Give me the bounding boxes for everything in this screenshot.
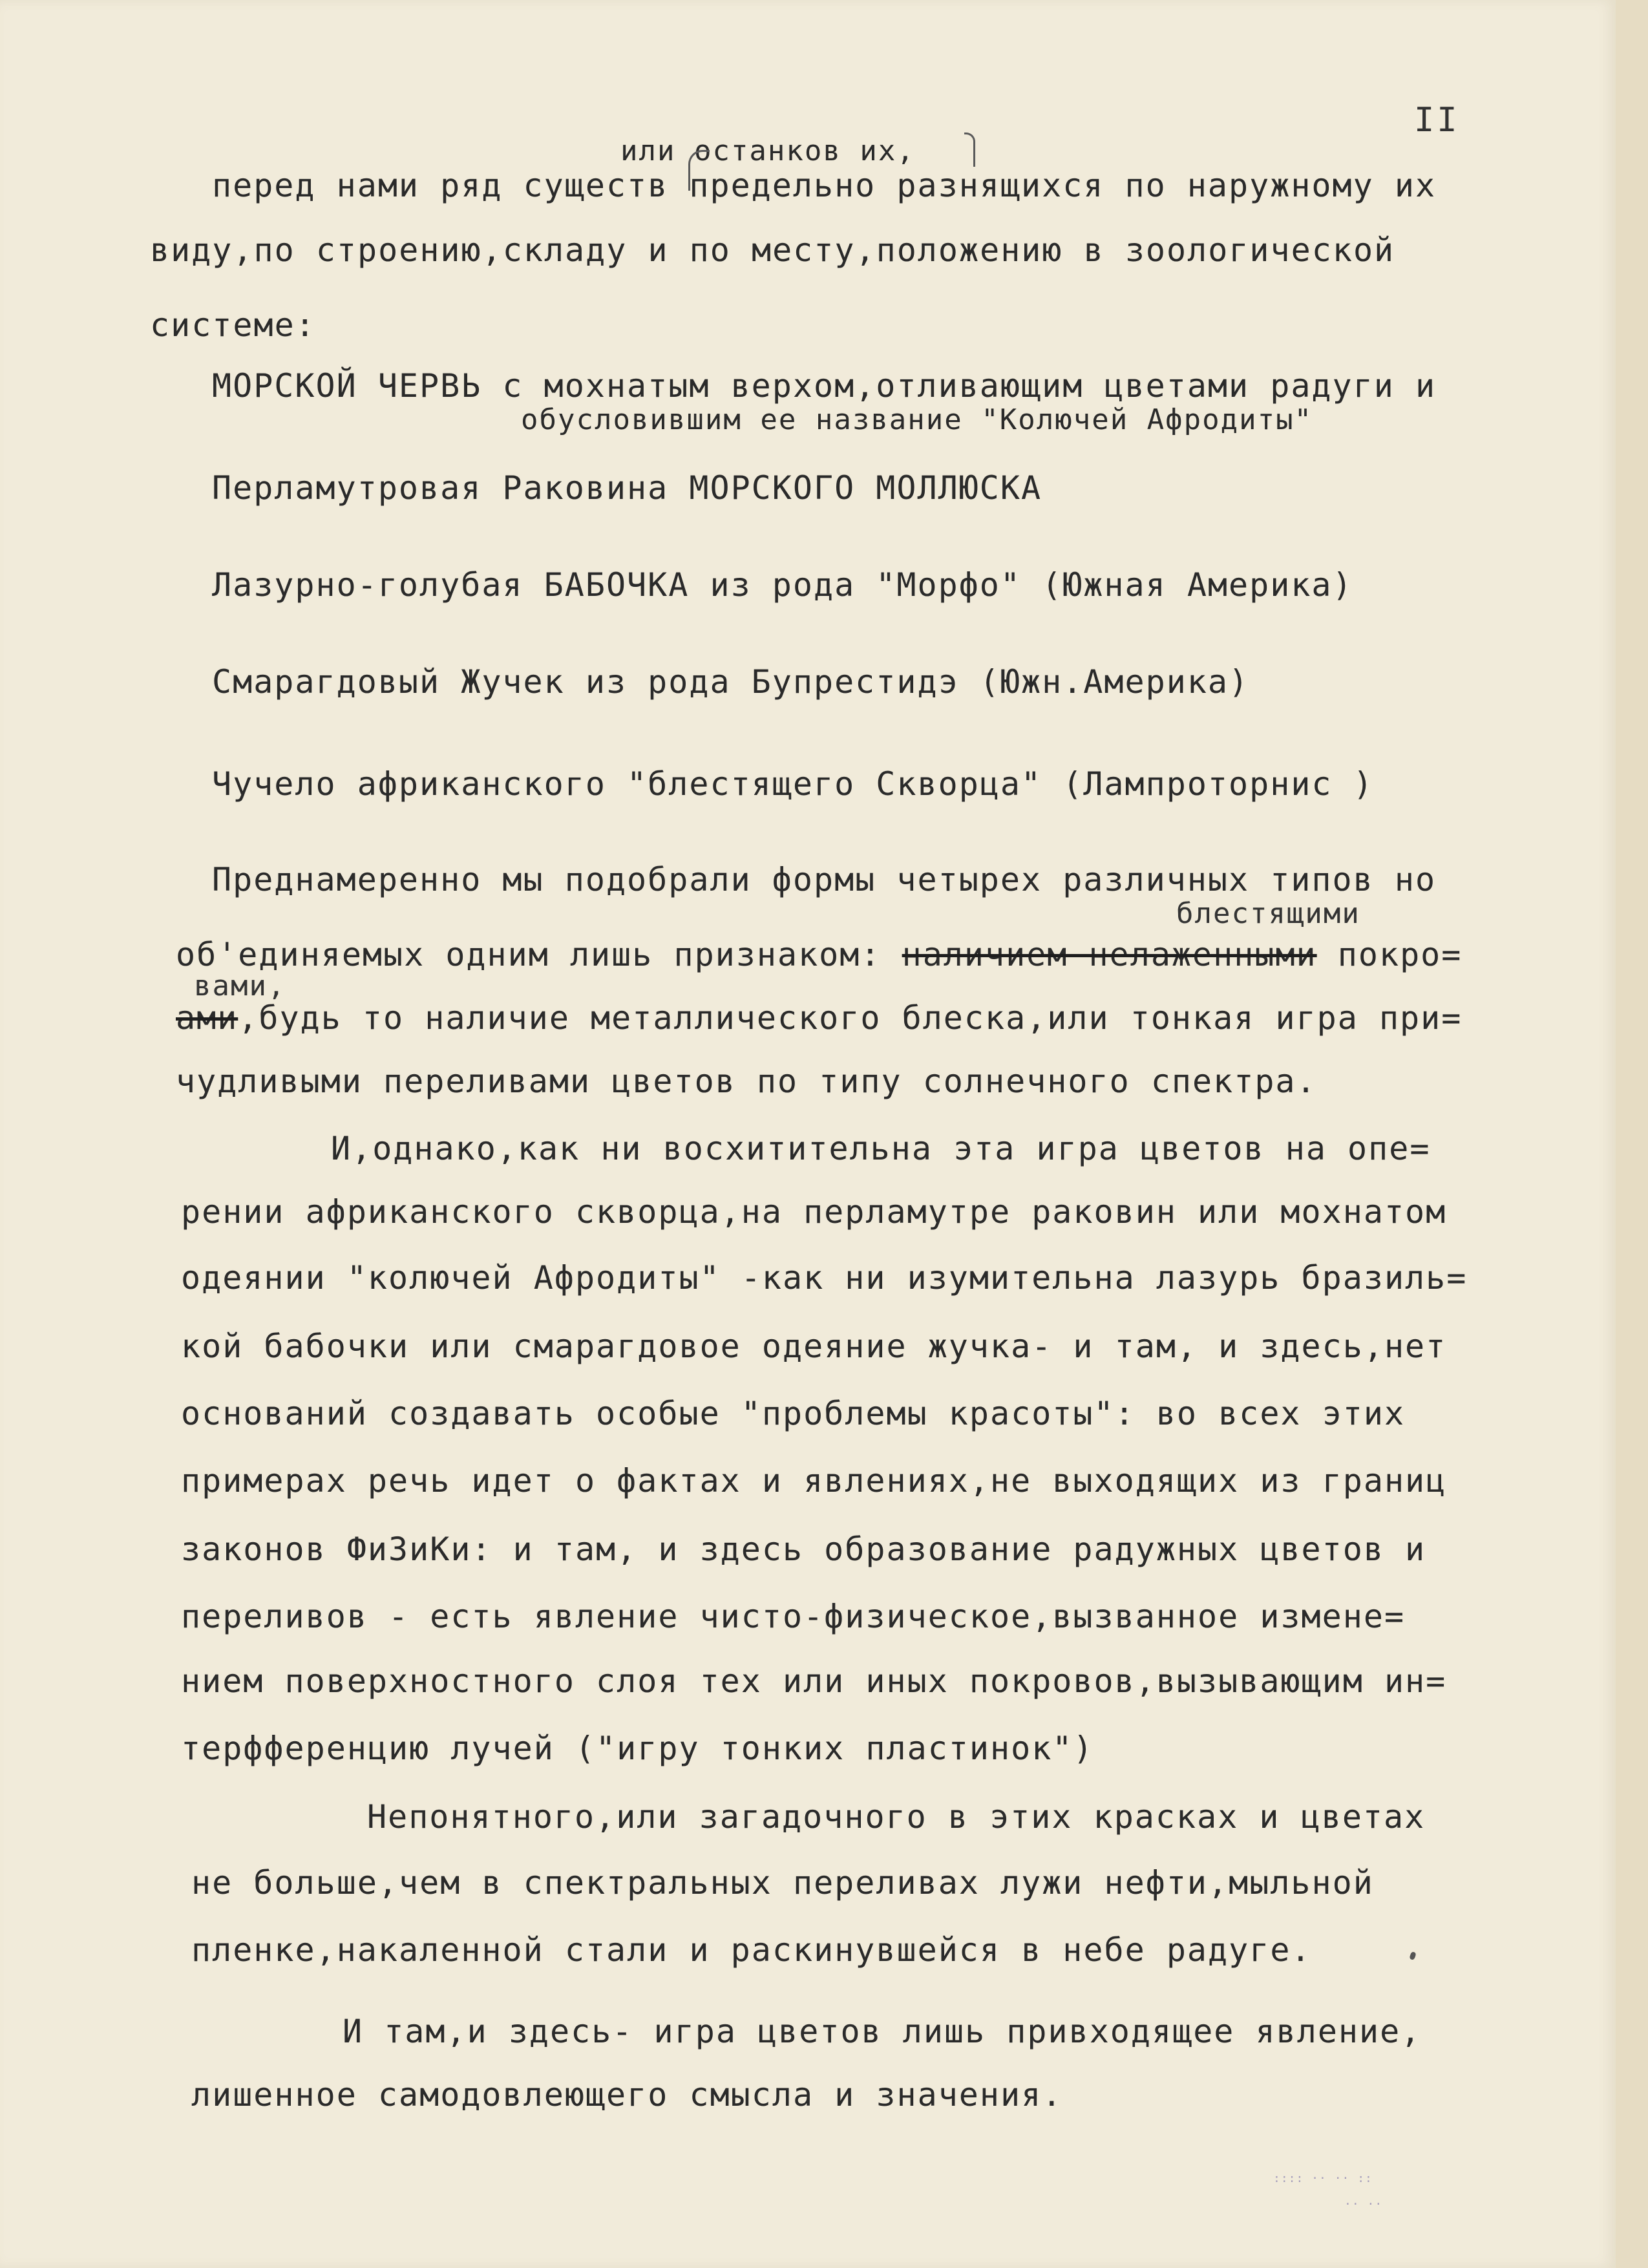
paragraph5-line1: И там,и здесь- игра цветов лишь привходящее явление,	[343, 2013, 1422, 2050]
page-edge	[1616, 0, 1648, 2268]
typed-insertion-blestyashchimi: блестящими	[1176, 897, 1360, 930]
paragraph3-line2: рении африканского скворца,на перламутре раковин или мохнатом	[181, 1193, 1447, 1231]
paragraph2-line2	[176, 938, 1462, 971]
list-item-1-line2: обусловившим ее название "Колючей Афродиты"	[521, 403, 1313, 436]
paragraph5-line2: лишенное самодовлеющего смысла и значения.	[191, 2076, 1063, 2114]
paragraph4-line3: пленке,накаленной стали и раскинувшейся в небе радуге.	[191, 1931, 1312, 1969]
list-item-5: Чучело африканского "блестящего Скворца" (Лампроторнис )	[212, 765, 1374, 803]
paragraph1-line2: виду,по строению,складу и по месту,положению в зоологической	[150, 231, 1395, 269]
paragraph3-line1: И,однако,как ни восхитительна эта игра цветов на опе=	[331, 1130, 1431, 1167]
paragraph1-line1: перед нами ряд существ предельно разнящихся по наружному их	[212, 167, 1437, 204]
paragraph2-line3	[176, 999, 1463, 1037]
paragraph3-line7: законов ФиЗиКи: и там, и здесь образование радужных цветов и	[181, 1531, 1426, 1568]
list-item-4: Смарагдовый Жучек из рода Бупрестидэ (Южн.Америка)	[212, 663, 1250, 701]
handwritten-insertion: или останков их,	[620, 134, 915, 167]
paragraph3-line3: одеянии "колючей Афродиты" -как ни изумительна лазурь бразиль=	[181, 1259, 1468, 1297]
archive-stamp-mark: :::: ·· ·· ::	[1273, 2172, 1373, 2185]
paragraph1-line3: системе:	[150, 306, 316, 344]
list-item-1-line1: МОРСКОЙ ЧЕРВЬ с мохнатым верхом,отливающим цветами радуги и	[212, 367, 1437, 405]
insertion-close-mark	[964, 132, 975, 167]
paragraph4-line1: Непонятного,или загадочного в этих красках и цветах	[367, 1798, 1426, 1836]
paragraph3-line8: переливов - есть явление чисто-физическое,вызванное измене=	[181, 1598, 1406, 1635]
paragraph2-line2-end: покро=	[1316, 936, 1463, 973]
paragraph3-line9: нием поверхностного слоя тех или иных покровов,вызывающим ин=	[181, 1662, 1447, 1700]
typed-insertion-vami: вами,	[194, 970, 286, 1002]
paragraph2-line2-start: об'единяемых одним лишь признаком:	[176, 936, 902, 973]
archive-stamp-mark-2: ·· ··	[1344, 2198, 1383, 2211]
paragraph3-line10: терфференцию лучей ("игру тонких пластинок")	[181, 1730, 1094, 1767]
paragraph2-line4: чудливыми переливами цветов по типу солнечного спектра.	[176, 1063, 1317, 1100]
paragraph4-line2: не больше,чем в спектральных переливах лужи нефти,мыльной	[191, 1864, 1374, 1902]
paragraph2-line1: Преднамеренно мы подобрали формы четырех различных типов но	[212, 861, 1437, 898]
paragraph3-line5: оснований создавать особые "проблемы красоты": во всех этих	[181, 1395, 1406, 1432]
paragraph3-line4: кой бабочки или смарагдовое одеяние жучка- и там, и здесь,нет	[181, 1328, 1447, 1365]
struck-through-text-2: ами	[176, 999, 238, 1037]
paragraph3-line6: примерах речь идет о фактах и явлениях,не выходящих из границ	[181, 1462, 1447, 1500]
list-item-2: Перламутровая Раковина МОРСКОГО МОЛЛЮСКА	[212, 469, 1042, 507]
paragraph2-line3-rest: ,будь то наличие металлического блеска,или тонкая игра при=	[238, 999, 1463, 1037]
struck-through-text: наличием нелаженными	[902, 936, 1317, 973]
list-item-3: Лазурно-голубая БАБОЧКА из рода "Морфо" (Южная Америка)	[212, 566, 1353, 604]
page-number: II	[1414, 101, 1460, 140]
